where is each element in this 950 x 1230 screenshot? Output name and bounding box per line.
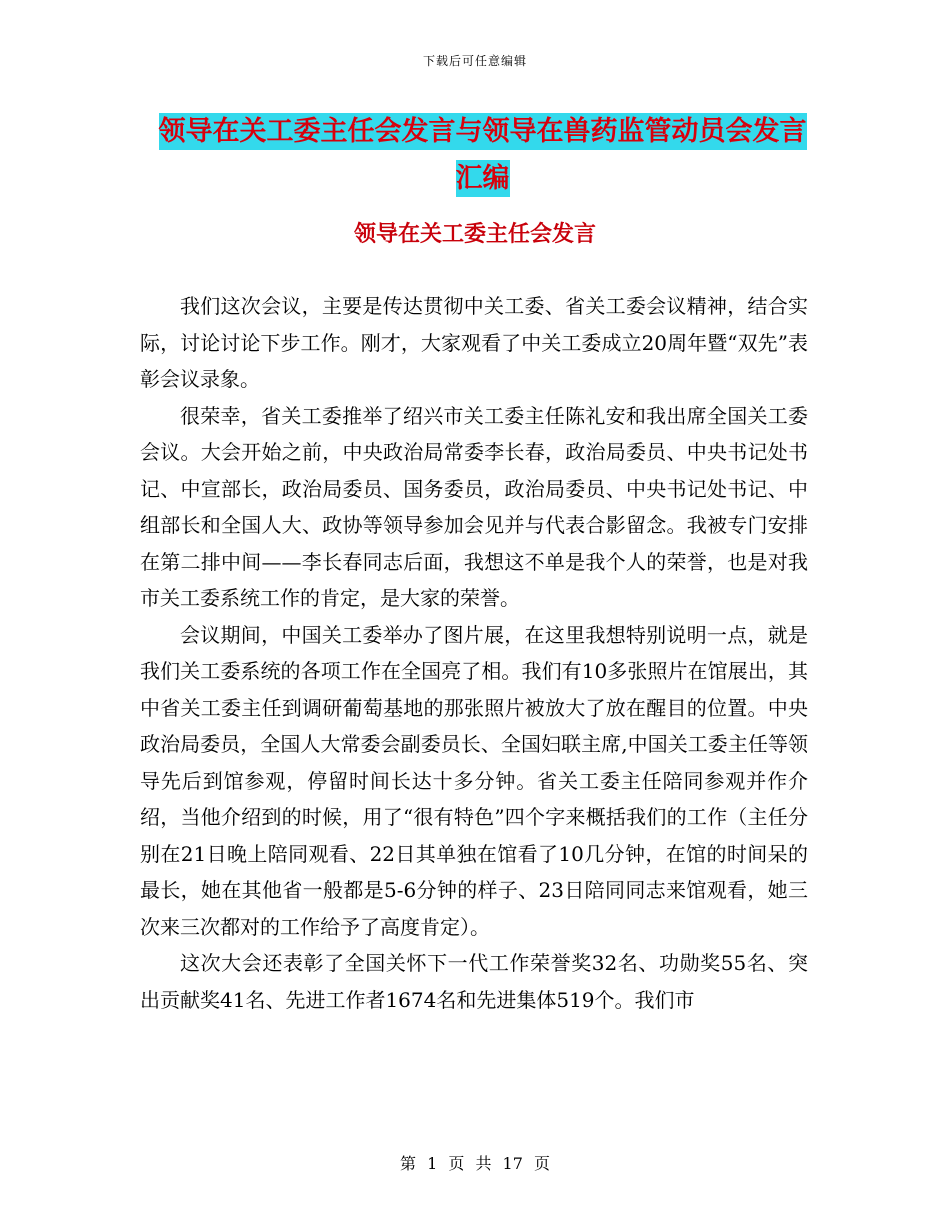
page-header-note: 下载后可任意编辑 bbox=[422, 54, 527, 68]
body-paragraph: 会议期间，中国关工委举办了图片展，在这里我想特别说明一点，就是我们关工委系统的各项工作在全国亮了相。我们有10多张照片在馆展出，其中省关工委主任到调研葡萄基地的那张照片被放大了放在醒目的位置。中央政治局委员，全国人大常委会副委员长、全国妇联主席,中国关工委主任等领导先后到馆参观，停留时间长达十多分钟。省关工委主任陪同参观并作介绍，当他介绍到的时候，用了“很有特色”四个字来概括我们的工作（主任分别在21日晚上陪同观看、22日其单独在馆看了10几分钟，在馆的时间呆的最长，她在其他省一般都是5-6分钟的样子、23日陪同同志来馆观看，她三次来三次都对的工作给予了高度肯定）。 bbox=[140, 622, 808, 939]
body-paragraph: 我们这次会议，主要是传达贯彻中关工委、省关工委会议精神，结合实际，讨论讨论下步工作。刚才，大家观看了中关工委成立20周年暨“双先”表彰会议录象。 bbox=[140, 294, 808, 391]
body-paragraph: 很荣幸，省关工委推举了绍兴市关工委主任陈礼安和我出席全国关工委会议。大会开始之前，中央政治局常委李长春，政治局委员、中央书记处书记、中宣部长，政治局委员、国务委员，政治局委员、中央书记处书记、中组部长和全国人大、政协等领导参加会见并与代表合影留念。我被专门安排在第二排中间——李长春同志后面，我想这不单是我个人的荣誉，也是对我市关工委系统工作的肯定，是大家的荣誉。 bbox=[140, 403, 808, 610]
section-title: 领导在关工委主任会发言 bbox=[353, 222, 596, 247]
document-title bbox=[150, 108, 815, 202]
document-title-text: 领导在关工委主任会发言与领导在兽药监管动员会发言汇编 bbox=[159, 113, 807, 197]
body-paragraph: 这次大会还表彰了全国关怀下一代工作荣誉奖32名、功勋奖55名、突出贡献奖41名、先进工作者1674名和先进集体519个。我们市 bbox=[140, 951, 808, 1012]
page-number-footer: 第 1 页 共 17 页 bbox=[400, 1154, 550, 1173]
document-body bbox=[140, 288, 808, 1018]
